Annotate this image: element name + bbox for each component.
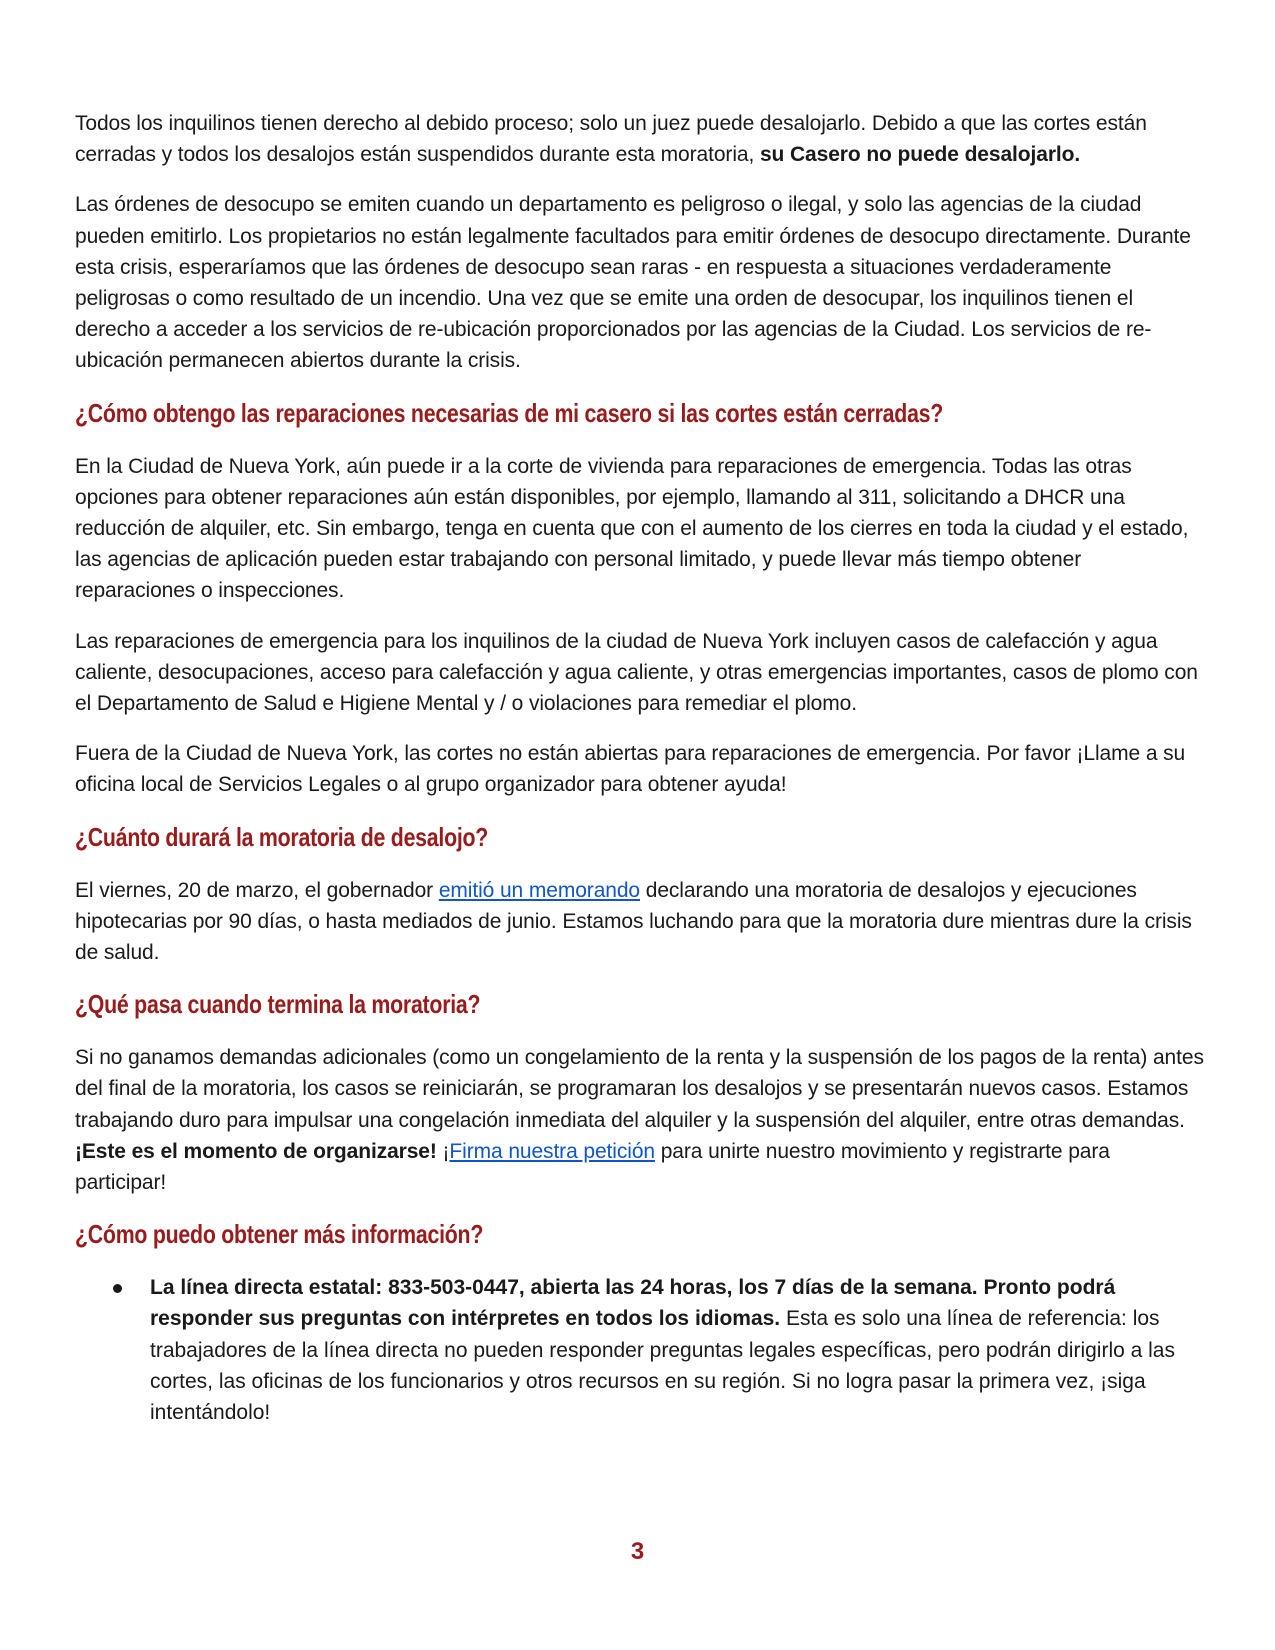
bullet-dot-icon [113,1284,122,1293]
end-text-after: para unirte nuestro movimiento y registrarte para participar! [75,1139,1110,1195]
hotline-text: Esta es solo una línea de referencia: los trabajadores de la línea directa no pueden responder preguntas legales específicas, pero podrán dirigirlo a las cortes, las oficinas de los funcionarios y otros recursos en su región. Si no logra pasar la primera vez, ¡siga intentándolo! [150,1307,1175,1425]
hotline-bold: La línea directa estatal: 833-503-0447, abierta las 24 horas, los 7 días de la semana. Pronto podrá responder sus preguntas con intérpretes en todos los idiomas. [150,1276,1116,1331]
heading-repairs: ¿Cómo obtengo las reparaciones necesarias de mi casero si las cortes están cerradas? [75,397,944,428]
page-number: 3 [630,1538,645,1565]
info-list [75,1272,1205,1428]
heading-more-info: ¿Cómo puedo obtener más información? [75,1219,484,1250]
end-pre-link: ¡ [436,1139,450,1163]
document-page [75,108,1205,1428]
end-bold: ¡Este es el momento de organizarse! [75,1139,437,1163]
list-item [75,1272,1205,1428]
memo-link[interactable]: emitió un memorando [438,878,641,902]
paragraph-moratorium-duration [75,875,1205,969]
paragraph-due-process [75,108,1205,170]
duration-text-before: El viernes, 20 de marzo, el gobernador [75,878,439,902]
heading-moratorium-end: ¿Qué pasa cuando termina la moratoria? [75,989,481,1020]
paragraph-due-process-text: Todos los inquilinos tienen derecho al debido proceso; solo un juez puede desalojarlo. Debido a que las cortes están cerradas y todos los desalojos están suspendidos durante esta moratoria, [75,112,1147,167]
heading-moratorium-duration: ¿Cuánto durará la moratoria de desalojo? [75,821,489,852]
paragraph-moratorium-end [75,1042,1205,1198]
paragraph-repairs-emergency: Las reparaciones de emergencia para los inquilinos de la ciudad de Nueva York incluyen casos de calefacción y agua caliente, desocupaciones, acceso para calefacción y agua caliente, y otras emergencias importantes, casos de plomo con el Departamento de Salud e Higiene Mental y / o violaciones para remediar el plomo. [75,629,1198,716]
paragraph-vacate-orders: Las órdenes de desocupo se emiten cuando un departamento es peligroso o ilegal, y solo las agencias de la ciudad pueden emitirlo. Los propietarios no están legalmente facultados para emitir órdenes de desocupo directamente. Durante esta crisis, esperaríamos que las órdenes de desocupo sean raras - en respuesta a situaciones verdaderamente peligrosas o como resultado de un incendio. Una vez que se emite una orden de desocupar, los inquilinos tienen el derecho a acceder a los servicios de re-ubicación proporcionados por las agencias de la Ciudad. Los servicios de re-ubicación permanecen abiertos durante la crisis. [75,193,1191,373]
paragraph-repairs-outside-nyc: Fuera de la Ciudad de Nueva York, las cortes no están abiertas para reparaciones de emergencia. Por favor ¡Llame a su oficina local de Servicios Legales o al grupo organizador para obtener ayuda! [75,742,1186,797]
duration-text-after: declarando una moratoria de desalojos y ejecuciones hipotecarias por 90 días, o hasta mediados de junio. Estamos luchando para que la moratoria dure mientras dure la crisis de salud. [75,878,1192,965]
paragraph-due-process-bold: su Casero no puede desalojarlo. [759,143,1081,167]
end-text: Si no ganamos demandas adicionales (como un congelamiento de la renta y la suspensión de los pagos de la renta) antes del final de la moratoria, los casos se reiniciarán, se programaran los desalojos y se presentarán nuevos casos. Estamos trabajando duro para impulsar una congelación inmediata del alquiler y la suspensión del alquiler, entre otras demandas. [75,1046,1204,1132]
paragraph-repairs-nyc: En la Ciudad de Nueva York, aún puede ir a la corte de vivienda para reparaciones de emergencia. Todas las otras opciones para obtener reparaciones aún están disponibles, por ejemplo, llamando al 311, solicitando a DHCR una reducción de alquiler, etc. Sin embargo, tenga en cuenta que con el aumento de los cierres en toda la ciudad y el estado, las agencias de aplicación pueden estar trabajando con personal limitado, y puede llevar más tiempo obtener reparaciones o inspecciones. [75,454,1189,603]
petition-link[interactable]: Firma nuestra petición [449,1139,655,1163]
